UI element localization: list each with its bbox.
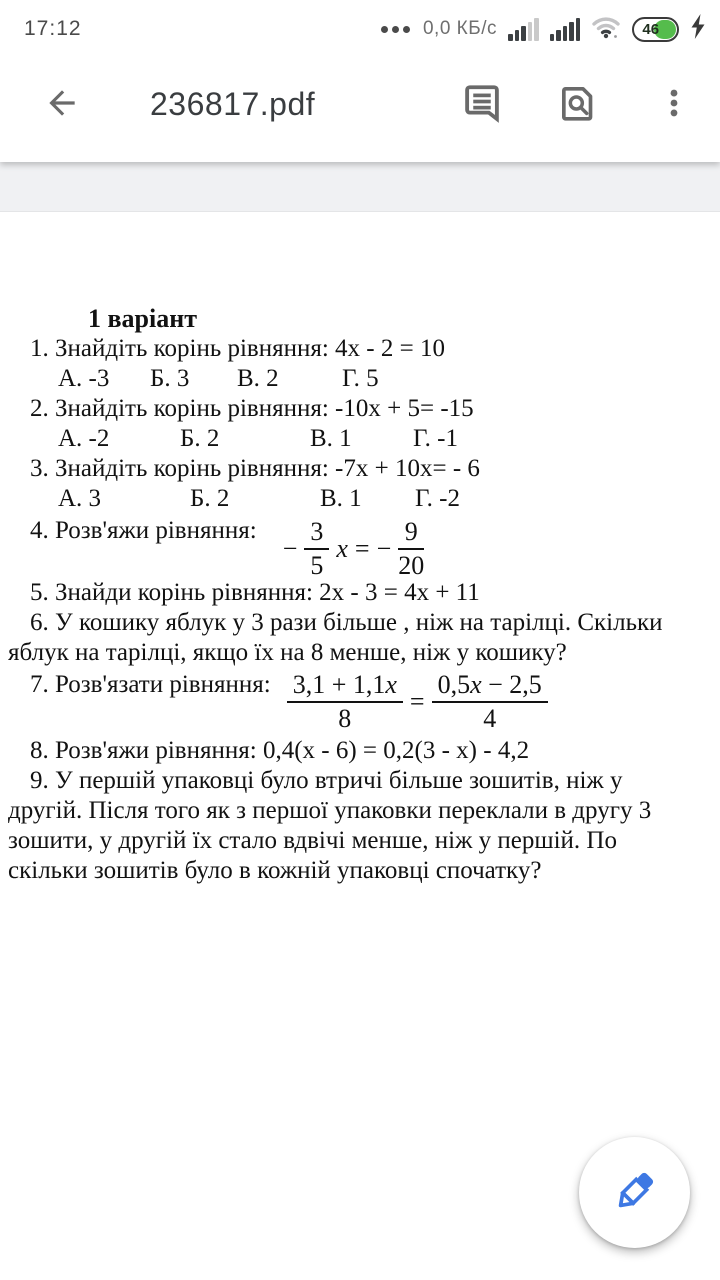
- option: В. 1: [320, 485, 362, 512]
- variable-x: x: [336, 534, 348, 563]
- fraction: $\frac{3,1 + 1,1x}{8}$: [287, 672, 403, 732]
- equation-7: [287, 672, 548, 732]
- fraction: $\frac{3}{5}$: [304, 519, 329, 579]
- option: Г. 5: [342, 365, 379, 392]
- wifi-icon: [591, 15, 621, 44]
- charging-bolt-icon: [690, 14, 706, 44]
- document-title: 236817.pdf: [150, 85, 316, 122]
- question-3: 3. Знайдіть корінь рівняння: -7x + 10x= - 6: [30, 455, 480, 482]
- find-in-document-button[interactable]: [554, 80, 602, 128]
- edit-annotate-fab[interactable]: [579, 1137, 690, 1248]
- question-1-options: [0, 364, 720, 394]
- variant-heading: 1 варіант: [88, 304, 197, 333]
- question-5: 5. Знайди корінь рівняння: 2x - 3 = 4x + 11: [30, 579, 480, 606]
- question-2: 2. Знайдіть корінь рівняння: -10x + 5= -15: [30, 395, 474, 422]
- document-search-icon: [558, 83, 598, 126]
- question-6-line2: яблук на тарілці, якщо їх на 8 менше, ніж у кошику?: [8, 639, 567, 666]
- question-6-line1: 6. У кошику яблук у 3 рази більше , ніж на тарілці. Скільки: [30, 609, 663, 636]
- signal-strength-icon-sim1: [508, 18, 539, 41]
- toolbar: [0, 46, 720, 162]
- pdf-page-text: [0, 304, 720, 886]
- comments-button[interactable]: [458, 80, 506, 128]
- option: Г. -2: [415, 485, 460, 512]
- status-icons: [381, 14, 706, 44]
- minus-sign: −: [376, 534, 392, 563]
- arrow-back-icon: [43, 84, 81, 125]
- signal-strength-icon-sim2: [550, 18, 581, 41]
- more-vert-icon: [657, 86, 691, 123]
- fraction: $\frac{9}{20}$: [398, 517, 425, 580]
- question-9-line1: 9. У першій упаковці було втричі більше зошитів, ніж у: [30, 767, 623, 794]
- fraction: $\frac{0,5x - 2,5}{4}$: [432, 672, 548, 732]
- network-activity-dots: [381, 26, 410, 33]
- option: А. -2: [58, 425, 110, 452]
- overflow-menu-button[interactable]: [650, 80, 698, 128]
- option: В. 1: [310, 425, 352, 452]
- option: Б. 2: [180, 425, 220, 452]
- question-2-options: [0, 424, 720, 454]
- clock: 17:12: [24, 17, 82, 40]
- option: А. 3: [58, 485, 102, 512]
- pdf-page: [0, 211, 720, 1280]
- question-3-options: [0, 484, 720, 514]
- question-7-label: 7. Розв'язати рівняння:: [30, 671, 271, 698]
- pencil-icon: [609, 1165, 661, 1220]
- question-8: 8. Розв'яжи рівняння: 0,4(x - 6) = 0,2(3 - x) - 4,2: [30, 737, 530, 764]
- battery-icon: [632, 17, 679, 42]
- option: Б. 3: [150, 365, 190, 392]
- back-button[interactable]: [38, 80, 86, 128]
- question-9-line4: скільки зошитів було в кожній упаковці спочатку?: [8, 857, 542, 884]
- comment-icon: [461, 82, 503, 127]
- option: А. -3: [58, 365, 110, 392]
- data-speed-label: 0,0 КБ/с: [422, 18, 497, 39]
- app-header: [0, 0, 720, 162]
- question-4: [30, 514, 720, 578]
- battery-percent-label: 46: [642, 20, 660, 38]
- question-4-label: 4. Розв'яжи рівняння:: [30, 517, 257, 544]
- minus-sign: −: [282, 534, 298, 563]
- question-9-line3: зошити, у другій їх стало вдвічі менше, ніж у першій. По: [8, 827, 617, 854]
- equals-sign: =: [354, 534, 370, 563]
- question-1: 1. Знайдіть корінь рівняння: 4x - 2 = 10: [30, 335, 445, 362]
- question-7: [30, 668, 720, 736]
- option: В. 2: [237, 365, 279, 392]
- option: Г. -1: [413, 425, 458, 452]
- pdf-scroll-area[interactable]: [0, 162, 720, 1280]
- equation-4: [283, 519, 425, 579]
- question-9-line2: другій. Після того як з першої упаковки переклали в другу 3: [8, 797, 652, 824]
- option: Б. 2: [190, 485, 230, 512]
- status-bar: [0, 0, 720, 46]
- equals-sign: =: [409, 687, 425, 716]
